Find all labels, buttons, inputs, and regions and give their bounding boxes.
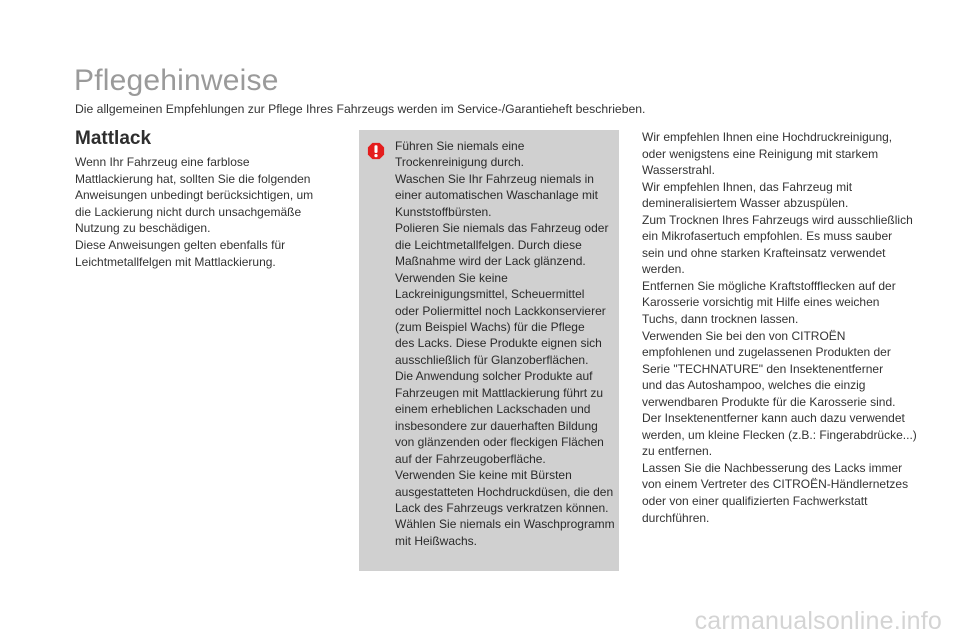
text-line: Mattlackierung hat, sollten Sie die folgenden xyxy=(75,171,311,186)
text-line: Verwenden Sie keine xyxy=(395,270,508,285)
text-line: oder von einer qualifizierten Fachwerkstatt xyxy=(642,494,868,509)
text-line: zu entfernen. xyxy=(642,444,713,459)
text-line: insbesondere zur dauerhaften Bildung xyxy=(395,418,598,433)
warning-icon xyxy=(367,142,385,160)
text-line: oder wenigstens eine Reinigung mit starkem xyxy=(642,146,879,161)
text-line: ausschließlich für Glanzoberflächen. xyxy=(395,352,589,367)
warning-box xyxy=(359,130,619,571)
text-line: Serie "TECHNATURE" den Insektenentferner xyxy=(642,361,884,376)
text-line: (zum Beispiel Wachs) für die Pflege xyxy=(395,319,585,334)
text-line: empfohlenen und zugelassenen Produkten der xyxy=(642,345,891,360)
page-subtitle: Die allgemeinen Empfehlungen zur Pflege Ihres Fahrzeugs werden im Service-/Garantieheft beschrieben. xyxy=(75,102,646,116)
text-line: Wir empfehlen Ihnen eine Hochdruckreinigung, xyxy=(642,130,893,144)
text-line: Verwenden Sie keine mit Bürsten xyxy=(395,468,572,483)
text-line: durchführen. xyxy=(642,510,710,525)
text-line: Leichtmetallfelgen mit Mattlackierung. xyxy=(75,254,276,269)
intro-text xyxy=(75,154,335,270)
text-line: mit Heißwachs. xyxy=(395,533,478,548)
text-line: Wasserstrahl. xyxy=(642,163,715,178)
warning-text xyxy=(395,138,617,549)
text-line: Der Insektenentferner kann auch dazu verwendet xyxy=(642,411,905,426)
text-line: demineralisiertem Wasser abzuspülen. xyxy=(642,196,849,211)
text-line: einem erheblichen Lackschaden und xyxy=(395,402,591,417)
text-line: Trockenreinigung durch. xyxy=(395,155,524,170)
text-line: Lackreinigungsmittel, Scheuermittel xyxy=(395,287,585,302)
text-line: Fahrzeugen mit Mattlackierung führt zu xyxy=(395,385,604,400)
text-line: werden. xyxy=(642,262,685,277)
text-line: Führen Sie niemals eine xyxy=(395,139,525,153)
section-heading: Mattlack xyxy=(75,128,152,149)
text-line: Nutzung zu beschädigen. xyxy=(75,221,211,236)
text-line: Entfernen Sie mögliche Kraftstoffflecken auf der xyxy=(642,278,896,293)
text-line: Lack des Fahrzeugs verkratzen können. xyxy=(395,500,609,515)
text-line: Wählen Sie niemals ein Waschprogramm xyxy=(395,517,615,532)
text-line: Verwenden Sie bei den von CITROËN xyxy=(642,328,846,343)
text-line: Tuchs, dann trocknen lassen. xyxy=(642,312,799,327)
text-line: verwendbaren Produkte für die Karosserie sind. xyxy=(642,394,896,409)
text-line: oder Poliermittel noch Lackkonservierer xyxy=(395,303,606,318)
text-line: Wenn Ihr Fahrzeug eine farblose xyxy=(75,155,250,169)
text-line: Diese Anweisungen gelten ebenfalls für xyxy=(75,237,286,252)
text-line: ausgestatteten Hochdruckdüsen, die den xyxy=(395,484,614,499)
text-line: von glänzenden oder fleckigen Flächen xyxy=(395,435,604,450)
text-line: Wir empfehlen Ihnen, das Fahrzeug mit xyxy=(642,179,853,194)
recommendations-text xyxy=(642,129,917,526)
text-line: die Leichtmetallfelgen. Durch diese xyxy=(395,237,582,252)
text-line: Waschen Sie Ihr Fahrzeug niemals in xyxy=(395,171,594,186)
text-line: Maßnahme wird der Lack glänzend. xyxy=(395,254,586,269)
text-line: ein Mikrofasertuch empfohlen. Es muss sauber xyxy=(642,229,893,244)
text-line: Zum Trocknen Ihres Fahrzeugs wird ausschließlich xyxy=(642,212,913,227)
text-line: Lassen Sie die Nachbesserung des Lacks immer xyxy=(642,460,903,475)
text-line: von einem Vertreter des CITROËN-Händlernetzes xyxy=(642,477,909,492)
text-line: Die Anwendung solcher Produkte auf xyxy=(395,369,593,384)
text-line: einer automatischen Waschanlage mit xyxy=(395,188,598,203)
watermark: carmanualsonline.info xyxy=(694,607,942,635)
text-line: werden, um kleine Flecken (z.B.: Fingerabdrücke...) xyxy=(642,427,917,442)
text-line: auf der Fahrzeugoberfläche. xyxy=(395,451,546,466)
text-line: Karosserie vorsichtig mit Hilfe eines weichen xyxy=(642,295,880,310)
text-line: Polieren Sie niemals das Fahrzeug oder xyxy=(395,221,609,236)
text-line: Anweisungen unbedingt berücksichtigen, um xyxy=(75,188,314,203)
page-title: Pflegehinweise xyxy=(74,64,279,97)
text-line: sein und ohne starken Krafteinsatz verwendet xyxy=(642,245,886,260)
text-line: und das Autoshampoo, welches die einzig xyxy=(642,378,866,393)
text-line: Kunststoffbürsten. xyxy=(395,204,492,219)
text-line: des Lacks. Diese Produkte eignen sich xyxy=(395,336,602,351)
text-line: die Lackierung nicht durch unsachgemäße xyxy=(75,204,302,219)
